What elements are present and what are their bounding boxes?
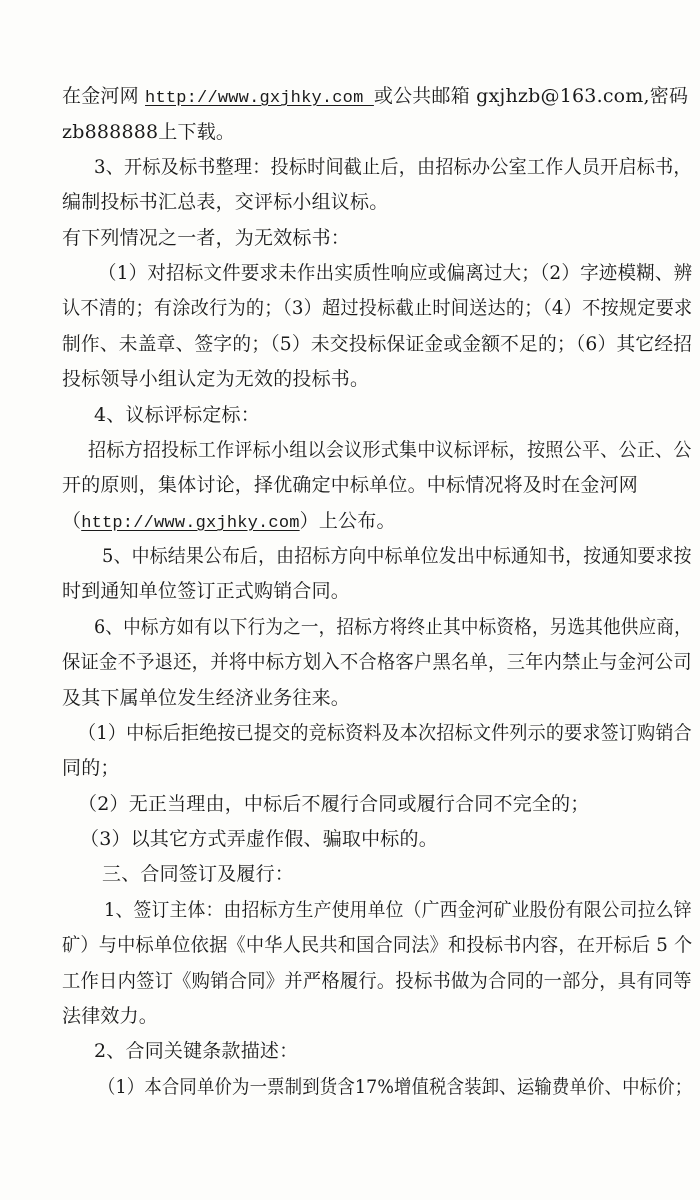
text-line: 保证金不予退还，并将中标方划入不合格客户黑名单，三年内禁止与金河公司 <box>62 651 692 673</box>
section-heading: 4、议标评标定标： <box>94 404 260 426</box>
text-line: 时到通知单位签订正式购销合同。 <box>62 580 351 602</box>
text-line: 6、中标方如有以下行为之一，招标方将终止其中标资格，另选其他供应商， <box>94 616 692 638</box>
text-line: 5、中标结果公布后，由招标方向中标单位发出中标通知书，按通知要求按 <box>102 545 692 567</box>
text-line: （2）无正当理由，中标后不履行合同或履行合同不完全的； <box>78 793 590 815</box>
text-line: 制作、未盖章、签字的；（5）未交投标保证金或金额不足的；（6）其它经招 <box>62 333 693 355</box>
text-line: 认不清的；有涂改行为的；（3）超过投标截止时间送达的；（4）不按规定要求 <box>62 297 693 319</box>
website-url[interactable]: http://www.gxjhky.com <box>81 514 300 533</box>
text-segment: 或公共邮箱 gxjhzb@163.com,密码 <box>373 85 689 107</box>
text-line: 矿）与中标单位依据《中华人民共和国合同法》和投标书内容，在开标后 5 个 <box>62 934 693 956</box>
text-line: 1、签订主体：由招标方生产使用单位（广西金河矿业股份有限公司拉么锌 <box>104 899 692 921</box>
text-line: 开的原则，集体讨论，择优确定中标单位。中标情况将及时在金河网 <box>62 474 639 496</box>
text-line <box>62 84 688 111</box>
text-line: 有下列情况之一者，为无效标书： <box>62 227 351 249</box>
text-line: 工作日内签订《购销合同》并严格履行。投标书做为合同的一部分，具有同等 <box>62 970 692 992</box>
website-url[interactable]: http://www.gxjhky.com <box>145 89 374 108</box>
text-line: zb888888上下载。 <box>62 121 236 143</box>
text-line: 3、开标及标书整理：投标时间截止后，由招标办公室工作人员开启标书， <box>94 156 692 178</box>
text-line <box>62 509 396 536</box>
text-line: 投标领导小组认定为无效的投标书。 <box>62 368 370 390</box>
text-line: （1）对招标文件要求未作出实质性响应或偏离过大；（2）字迹模糊、辨 <box>98 262 693 284</box>
text-line: 及其下属单位发生经济业务往来。 <box>62 687 351 709</box>
text-line: 招标方招投标工作评标小组以会议形式集中议标评标，按照公平、公正、公 <box>88 439 692 461</box>
text-line: （1）本合同单价为一票制到货含17%增值税含装卸、运输费单价、中标价； <box>98 1076 693 1098</box>
text-segment: 在金河网 <box>62 85 146 107</box>
text-segment: （ <box>62 510 82 532</box>
text-segment: ）上公布。 <box>299 510 396 532</box>
section-heading: 三、合同签订及履行： <box>102 863 295 885</box>
text-line: （3）以其它方式弄虚作假、骗取中标的。 <box>80 828 438 850</box>
section-heading: 2、合同关键条款描述： <box>94 1040 299 1062</box>
text-line: 编制投标书汇总表，交评标小组议标。 <box>62 191 389 213</box>
text-line: （1）中标后拒绝按已提交的竞标资料及本次招标文件列示的要求签订购销合 <box>78 722 692 744</box>
text-line: 同的； <box>62 757 120 779</box>
text-line: 法律效力。 <box>62 1005 159 1027</box>
